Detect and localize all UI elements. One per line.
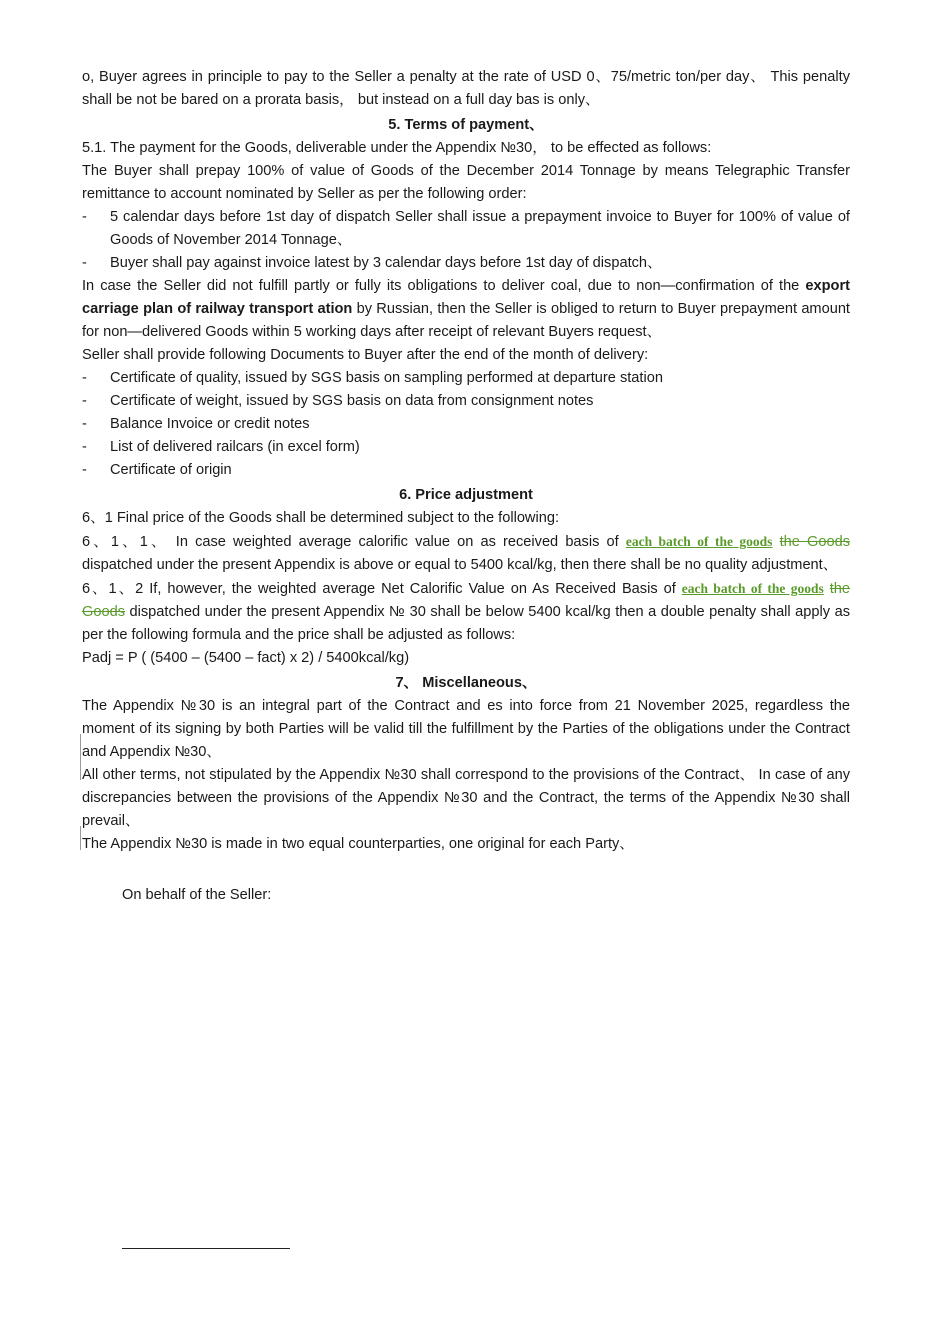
tracked-deletion: the Goods bbox=[779, 534, 851, 550]
list-item: - Certificate of origin bbox=[82, 459, 850, 482]
section-6-heading: 6. Price adjustment bbox=[399, 487, 533, 503]
list-item: - Certificate of weight, issued by SGS basis on data from consignment notes bbox=[82, 390, 850, 413]
list-item: - Balance Invoice or credit notes bbox=[82, 413, 850, 436]
tracked-insertion: each batch of the goods bbox=[681, 581, 824, 596]
list-item: - Buyer shall pay against invoice latest by 3 calendar days before 1st day of dispatch、 bbox=[82, 252, 850, 275]
price-clause-6-1: 6、1 Final price of the Goods shall be determined subject to the following: bbox=[82, 510, 559, 526]
non-delivery-bold-text: export carriage plan of railway transport ation bbox=[82, 278, 850, 317]
list-item: - 5 calendar days before 1st day of dispatch Seller shall issue a prepayment invoice to Buyer for 100% of value of Goods of November 2014 Tonnage、 bbox=[82, 206, 850, 252]
price-formula: Padj = P ( (5400 – (5400 – fact) x 2) / 5400kcal/kg) bbox=[82, 650, 410, 666]
tracked-insertion: each batch of the goods bbox=[625, 534, 773, 549]
clause-6-1-1-text-b: dispatched under the present Appendix is above or equal to 5400 kcal/kg, then there shall be no quality adjustment、 bbox=[82, 557, 838, 573]
misc-paragraph-1: The Appendix №30 is an integral part of the Contract and es into force from 21 November 2025, regardless the moment of its signing by both Parties will be valid till the fulfillment by the Parties of the obligations under the Contract and Appendix №30、 bbox=[82, 698, 850, 760]
non-delivery-text-b: by Russian, then the Seller is obliged to return to Buyer prepayment amount for non—delivered Goods within 5 working days after receipt of relevant Buyers request、 bbox=[82, 301, 850, 340]
clause-6-1-1-text-a: 6、1、1、 In case weighted average calorific value on as received basis of bbox=[82, 534, 619, 550]
signature-label: On behalf of the Seller: bbox=[122, 887, 272, 903]
misc-paragraph-3: The Appendix №30 is made in two equal counterparties, one original for each Party、 bbox=[82, 836, 634, 852]
prepayment-paragraph: The Buyer shall prepay 100% of value of Goods of the December 2014 Tonnage by means Telegraphic Transfer remittance to account nominated by Seller as per the following order: bbox=[82, 163, 850, 202]
documents-intro: Seller shall provide following Documents to Buyer after the end of the month of delivery: bbox=[82, 347, 649, 363]
list-item: - List of delivered railcars (in excel form) bbox=[82, 436, 850, 459]
penalty-paragraph: o, Buyer agrees in principle to pay to the Seller a penalty at the rate of USD 0、75/metric ton/per day、 This penalty shall be not be bared on a prorata basis， but instead on a full day bas is only、 bbox=[82, 69, 850, 108]
non-delivery-paragraph bbox=[82, 275, 850, 344]
payment-clause-5-1: 5.1. The payment for the Goods, deliverable under the Appendix №30， to be effected as follows: bbox=[82, 140, 712, 156]
clause-6-1-2-text-a: 6、1、2 If, however, the weighted average Net Calorific Value on As Received Basis of bbox=[82, 581, 676, 597]
price-clause-6-1-1 bbox=[82, 530, 850, 577]
tracked-deletion: the Goods bbox=[82, 581, 850, 620]
documents-list bbox=[82, 367, 850, 482]
clause-6-1-2-text-b: dispatched under the present Appendix № 30 shall be below 5400 kcal/kg then a double penalty shall apply as per the following formula and the price shall be adjusted as follows: bbox=[82, 604, 850, 643]
change-bar bbox=[80, 734, 81, 780]
prepayment-order-list bbox=[82, 206, 850, 275]
signature-line bbox=[122, 1248, 290, 1249]
misc-paragraph-2: All other terms, not stipulated by the Appendix №30 shall correspond to the provisions of the Contract、 In case of any discrepancies between the provisions of the Appendix №30 and the Contract, the terms of the Appendix №30 shall prevail、 bbox=[82, 767, 850, 829]
price-clause-6-1-2 bbox=[82, 577, 850, 647]
non-delivery-text-a: In case the Seller did not fulfill partly or fully its obligations to deliver coal, due to non—confirmation of the bbox=[82, 278, 800, 294]
list-item: - Certificate of quality, issued by SGS basis on sampling performed at departure station bbox=[82, 367, 850, 390]
change-bar bbox=[80, 826, 81, 850]
section-5-heading: 5. Terms of payment、 bbox=[388, 117, 544, 133]
section-7-heading: 7、 Miscellaneous、 bbox=[395, 675, 537, 691]
